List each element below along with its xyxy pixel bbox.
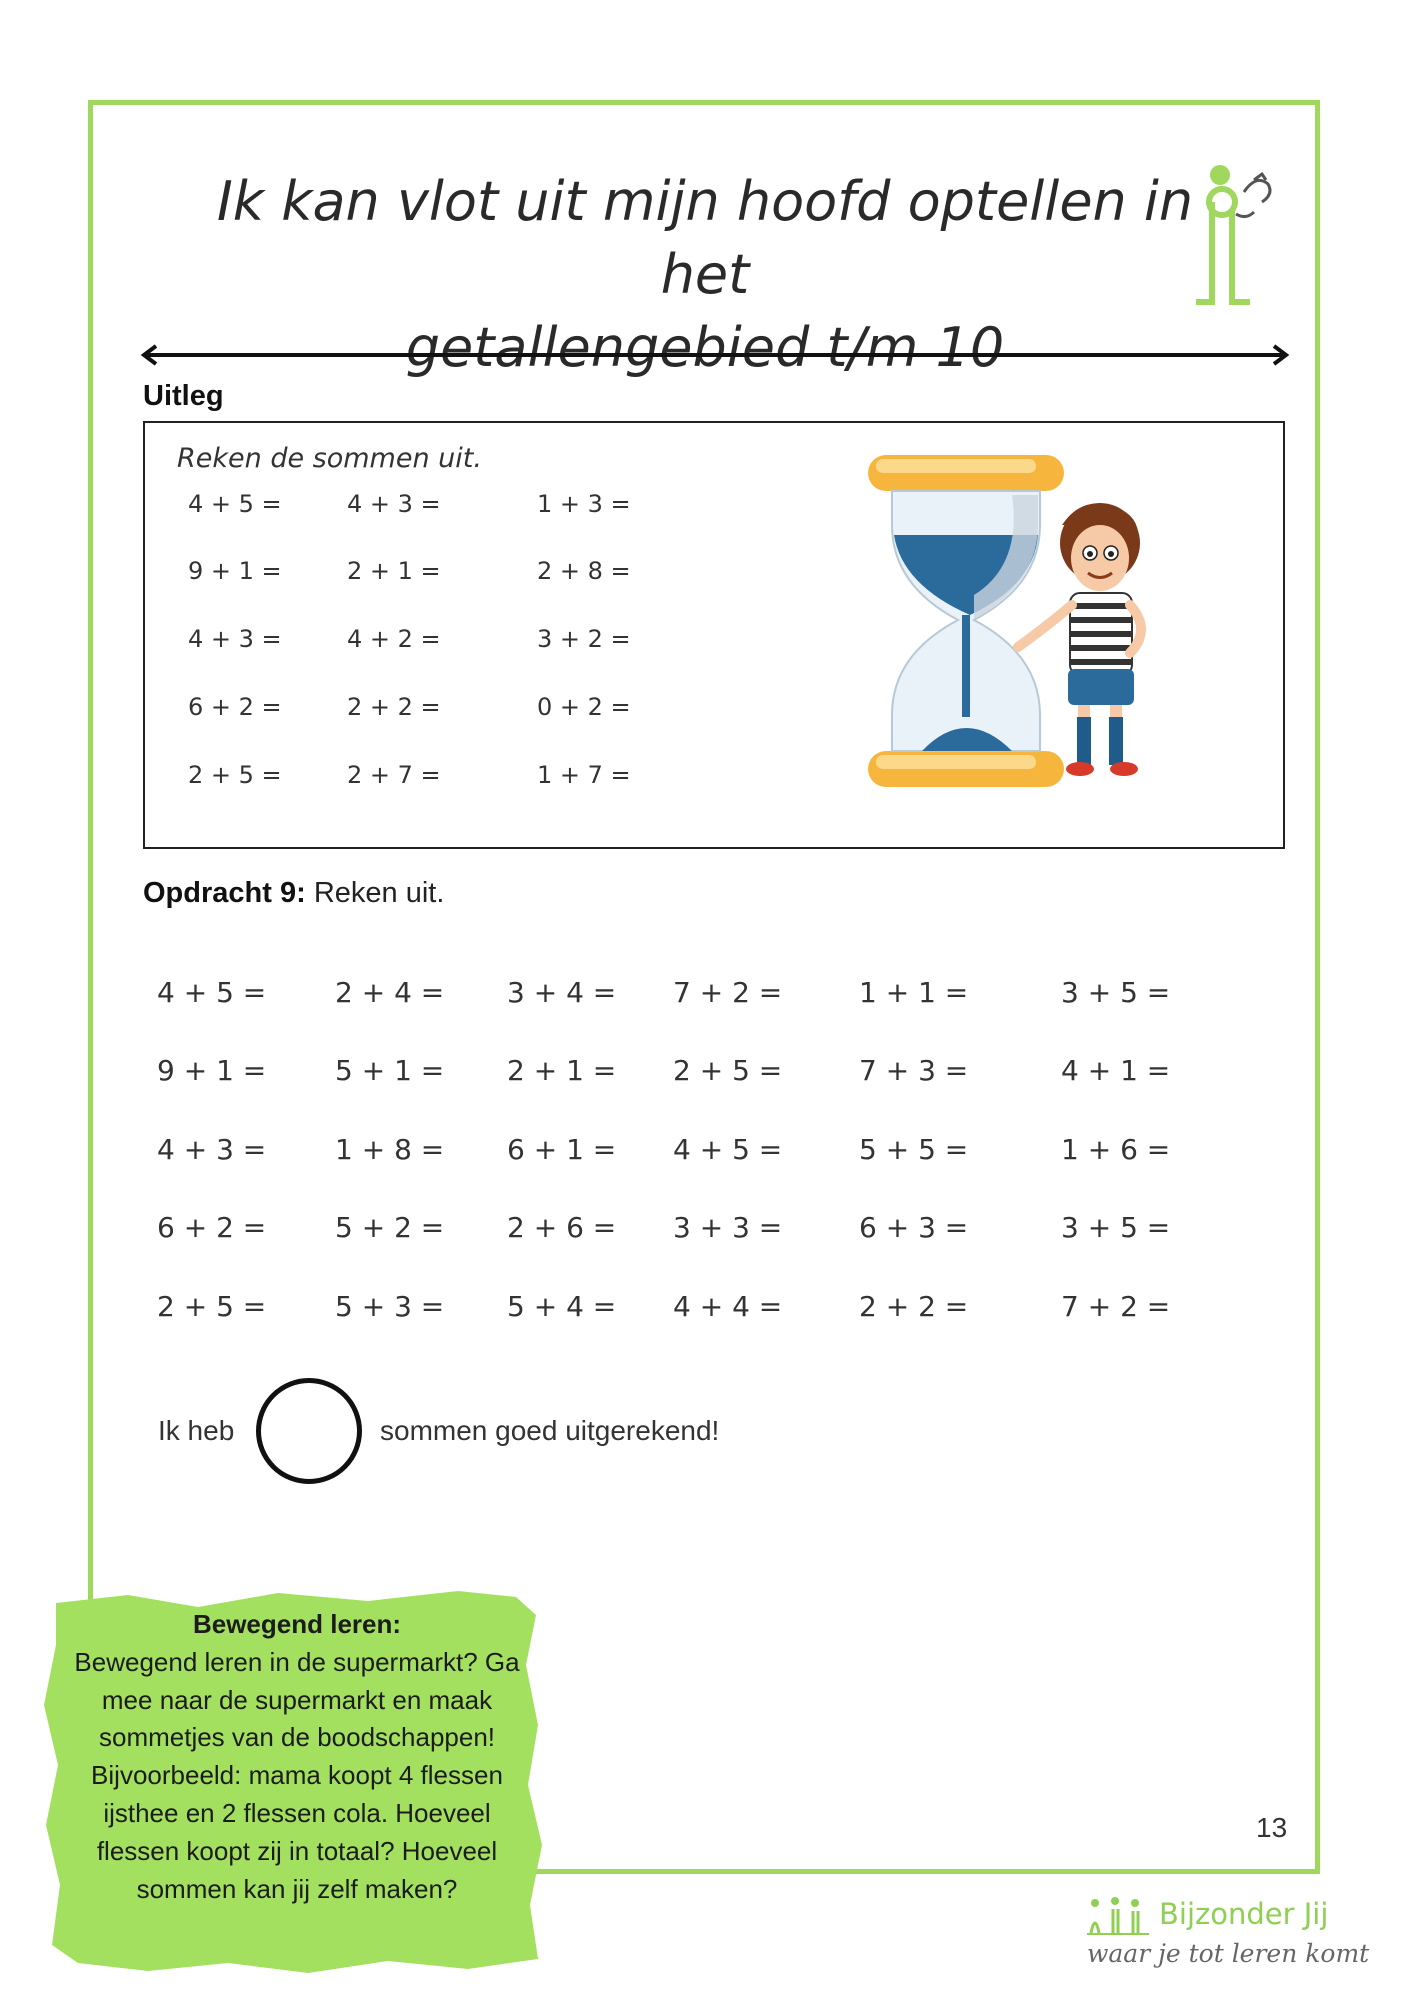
exercise-sum: 7 + 2 = <box>673 976 783 1009</box>
exercise-sum: 3 + 5 = <box>1061 976 1171 1009</box>
example-sum: 9 + 1 = <box>188 557 282 585</box>
stick-figure-logo-icon <box>1192 162 1284 312</box>
example-sum: 2 + 2 = <box>347 693 441 721</box>
example-sum: 4 + 2 = <box>347 625 441 653</box>
brand-tagline: waar je tot leren komt <box>1087 1939 1370 1968</box>
example-sum: 3 + 2 = <box>537 625 631 653</box>
page-number: 13 <box>1256 1812 1288 1843</box>
score-text-after: sommen goed uitgerekend! <box>380 1415 720 1446</box>
exercise-sum: 7 + 2 = <box>1061 1290 1171 1323</box>
exercise-sum: 4 + 3 = <box>157 1133 267 1166</box>
example-sum: 2 + 7 = <box>347 761 441 789</box>
example-sum: 0 + 2 = <box>537 693 631 721</box>
exercise-sum: 2 + 5 = <box>673 1054 783 1087</box>
example-sum: 2 + 1 = <box>347 557 441 585</box>
title-line-1: Ik kan vlot uit mijn hoofd optellen in het <box>216 170 1194 306</box>
exercise-sum: 4 + 5 = <box>157 976 267 1009</box>
section-heading-uitleg: Uitleg <box>143 380 224 412</box>
example-sum: 6 + 2 = <box>188 693 282 721</box>
exercise-sum: 4 + 5 = <box>673 1133 783 1166</box>
exercise-sum: 9 + 1 = <box>157 1054 267 1087</box>
score-circle-field[interactable] <box>256 1378 362 1484</box>
exercise-sum: 6 + 1 = <box>507 1133 617 1166</box>
assignment-heading <box>143 877 444 910</box>
exercise-sum: 3 + 4 = <box>507 976 617 1009</box>
assignment-label: Opdracht 9: <box>143 877 306 909</box>
exercise-sum: 5 + 2 = <box>335 1211 445 1244</box>
example-sum: 2 + 8 = <box>537 557 631 585</box>
hourglass-boy-illustration <box>862 455 1172 795</box>
exercise-sum: 1 + 6 = <box>1061 1133 1171 1166</box>
brand-logo <box>1085 1895 1370 1985</box>
title-line-2: getallengebied t/m 10 <box>405 316 1005 379</box>
exercise-sum: 2 + 4 = <box>335 976 445 1009</box>
exercise-sum: 5 + 3 = <box>335 1290 445 1323</box>
example-sum: 1 + 3 = <box>537 490 631 518</box>
exercise-sum: 1 + 1 = <box>859 976 969 1009</box>
exercise-sum: 5 + 1 = <box>335 1054 445 1087</box>
double-arrow-divider <box>140 340 1290 370</box>
tip-title: Bewegend leren: <box>192 1609 402 1639</box>
exercise-sum: 6 + 2 = <box>157 1211 267 1244</box>
exercise-sum: 6 + 3 = <box>859 1211 969 1244</box>
exercise-sum: 2 + 5 = <box>157 1290 267 1323</box>
brand-name: Bijzonder Jij <box>1159 1897 1329 1931</box>
assignment-text: Reken uit. <box>313 877 445 909</box>
exercise-sum: 7 + 3 = <box>859 1054 969 1087</box>
example-sum: 4 + 3 = <box>188 625 282 653</box>
example-sum: 2 + 5 = <box>188 761 282 789</box>
exercise-sum: 4 + 4 = <box>673 1290 783 1323</box>
exercise-sum: 2 + 1 = <box>507 1054 617 1087</box>
score-text-before: Ik heb <box>158 1415 235 1446</box>
exercise-sum: 5 + 5 = <box>859 1133 969 1166</box>
example-sum: 4 + 3 = <box>347 490 441 518</box>
brand-figures-icon <box>1085 1895 1155 1937</box>
tip-body: Bewegend leren in de supermarkt? Ga mee naar de supermarkt en maak sommetjes van de boodschappen! Bijvoorbeeld: mama koopt 4 flessen ijsthee en 2 flessen cola. Hoeveel flessen koopt zij in totaal? Hoeveel sommen kan jij zelf maken? <box>74 1646 520 1904</box>
exercise-sum: 3 + 5 = <box>1061 1211 1171 1244</box>
example-instruction: Reken de sommen uit. <box>177 443 482 474</box>
exercise-sum: 1 + 8 = <box>335 1133 445 1166</box>
example-sum: 4 + 5 = <box>188 490 282 518</box>
exercise-sum: 4 + 1 = <box>1061 1054 1171 1087</box>
exercise-sum: 2 + 6 = <box>507 1211 617 1244</box>
exercise-sum: 3 + 3 = <box>673 1211 783 1244</box>
exercise-sum: 5 + 4 = <box>507 1290 617 1323</box>
example-sum: 1 + 7 = <box>537 761 631 789</box>
tip-box <box>62 1606 532 1908</box>
exercise-sum: 2 + 2 = <box>859 1290 969 1323</box>
